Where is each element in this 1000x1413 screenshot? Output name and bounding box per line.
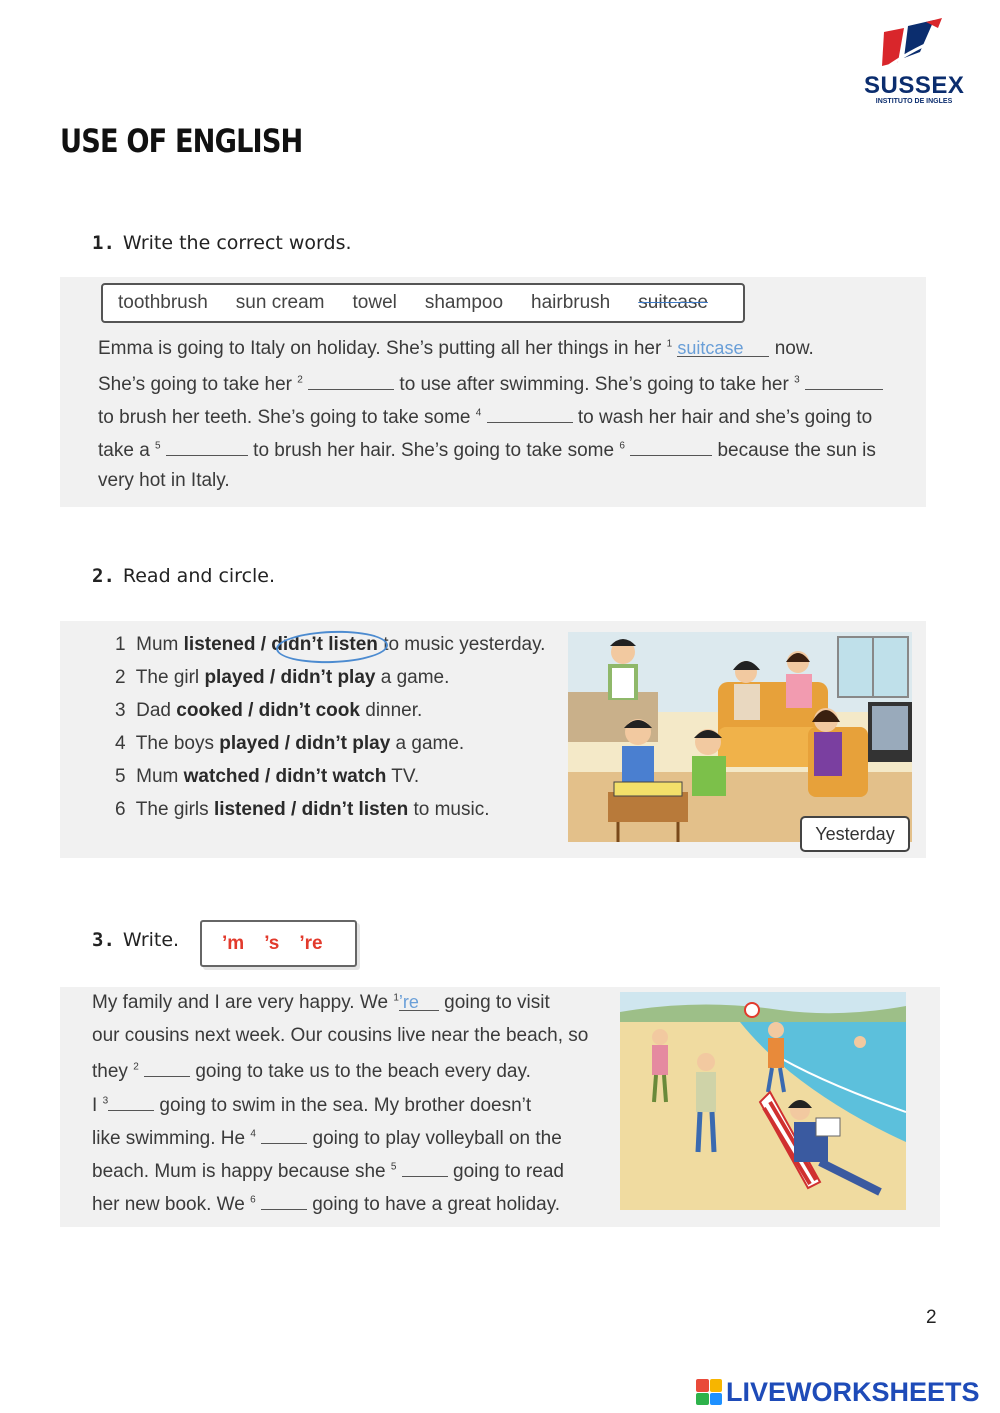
sussex-logo-icon [864,18,964,74]
ex1-answer-1: suitcase [677,338,744,358]
ex1-text: to use after swimming. She’s going to take her [399,374,789,395]
exercise2-instruction: Read and circle. [122,565,276,587]
ex1-text: Emma is going to Italy on holiday. She’s putting all her things in her [98,338,662,359]
ex3-text: going to have a great holiday. [312,1194,561,1215]
exercise2-number: 2. [92,565,115,587]
word-bank-item: toothbrush [118,292,208,313]
ex3-blank-1[interactable] [399,992,439,1011]
ex3-line: My family and I are very happy. We $^1$’re going to visit [92,992,550,1013]
ex2-item [115,799,490,821]
word-bank-item: shampoo [424,292,504,313]
ex2-item-rest: TV. [391,766,420,787]
ex2-item-rest: a game. [380,667,450,688]
word-bank-item: hairbrush [531,292,611,313]
ex3-text: they [92,1061,128,1082]
ex3-text: going to play volleyball on the [312,1128,562,1149]
ex1-text: She’s going to take her [98,374,293,395]
page-title: USE OF ENGLISH [60,122,303,160]
ex3-text: going to read [453,1161,564,1182]
ex2-item-rest: dinner. [365,700,423,721]
ex1-text: take a [98,440,150,461]
ex3-line: beach. Mum is happy because she $^5$ going to read [92,1158,564,1183]
footer-brand: LIVEWORKSHEETS [726,1376,980,1407]
ex1-line: to brush her teeth. She’s going to take some $^4$ to wash her hair and she’s going to [98,404,872,429]
logo-brand: SUSSEX [864,72,965,99]
ex3-text: going to visit [444,992,550,1013]
ex1-text: to brush her hair. She’s going to take some [253,440,615,461]
exercise1-instruction: Write the correct words. [122,232,352,254]
ex3-text: I [92,1095,98,1116]
ex1-line: Emma is going to Italy on holiday. She’s putting all her things in her $^1$ suitcase now. [98,338,814,359]
ex3-text: like swimming. He [92,1128,246,1149]
ex2-item [115,700,422,722]
ex1-text: very hot in Italy. [98,470,230,491]
ex1-line: She’s going to take her $^2$ to use after swimming. She’s going to take her $^3$ [98,371,883,396]
ex1-blank-5[interactable] [166,437,248,456]
ex2-item-options[interactable]: cooked / didn’t cook [176,700,360,721]
ex2-item-subject: The boys [135,733,214,754]
word-bank-item: sun cream [235,292,325,313]
ex2-item-number: 2 [115,667,126,688]
ex2-item-subject: Mum [136,766,179,787]
ex3-blank-5[interactable] [402,1158,448,1177]
ex3-answer-1: ’re [398,992,419,1012]
exercise3-instruction: Write. [122,929,180,951]
ex1-blank-3[interactable] [805,371,883,390]
page-number: 2 [926,1307,937,1328]
ex2-item-rest: a game. [395,733,465,754]
ex2-item-options[interactable]: played / didn’t play [219,733,391,754]
ex2-item-options[interactable]: played / didn’t play [204,667,376,688]
ex1-text: because the sun is [717,440,876,461]
exercise3-number: 3. [92,929,115,951]
ex3-line: I $^3$ going to swim in the sea. My brother doesn’t [92,1092,531,1117]
ex3-blank-6[interactable] [261,1191,307,1210]
picture-label: Yesterday [800,816,910,852]
ex2-item [115,667,449,689]
contraction-option: ’m [222,932,245,954]
ex3-line: like swimming. He $^4$ going to play volleyball on the [92,1125,562,1150]
ex1-blank-4[interactable] [487,404,573,423]
ex2-item-number: 1 [115,634,126,655]
ex2-item-number: 3 [115,700,126,721]
ex2-item-rest: to music. [413,799,490,820]
ex3-text: going to take us to the beach every day. [195,1061,531,1082]
ex1-line [98,470,230,492]
exercise2-heading [92,565,275,587]
ex2-item-number: 6 [115,799,126,820]
ex1-text: now. [774,338,814,359]
logo-subtitle: INSTITUTO DE INGLES [875,98,953,105]
liveworksheets-logo [696,1376,980,1408]
exercise3-heading [92,929,179,951]
ex3-line: they $^2$ going to take us to the beach every day. [92,1058,531,1083]
ex2-item-rest: to music yesterday. [383,634,546,655]
ex1-line: take a $^5$ to brush her hair. She’s going to take some $^6$ because the sun is [98,437,876,462]
word-bank-item-used: suitcase [638,292,708,313]
contraction-options [200,920,357,967]
exercise1-number: 1. [92,232,115,254]
ex3-blank-4[interactable] [261,1125,307,1144]
ex3-blank-3[interactable] [108,1092,154,1111]
contraction-option: ’re [299,932,323,954]
ex3-line: her new book. We $^6$ going to have a great holiday. [92,1191,560,1216]
ex2-item-options[interactable]: listened / didn’t listen [183,634,378,655]
ex2-item-subject: The girl [135,667,200,688]
word-bank-item: towel [352,292,397,313]
contraction-option: ’s [264,932,280,954]
word-bank [101,283,745,323]
ex2-item-options[interactable]: listened / didn’t listen [213,799,409,820]
ex3-text: beach. Mum is happy because she [92,1161,386,1182]
ex1-blank-2[interactable] [308,371,394,390]
liveworksheets-logo-icon [696,1379,722,1405]
ex2-item-number: 5 [115,766,126,787]
ex2-item-options[interactable]: watched / didn’t watch [183,766,387,787]
ex1-text: to wash her hair and she’s going to [577,407,873,428]
living-room-illustration [568,632,912,842]
beach-illustration [620,992,906,1210]
ex3-blank-2[interactable] [144,1058,190,1077]
ex2-item-subject: Dad [136,700,171,721]
ex1-text: to brush her teeth. She’s going to take some [98,407,471,428]
ex3-text: her new book. We [92,1194,245,1215]
ex3-text: our cousins next week. Our cousins live near the beach, so [92,1025,589,1046]
ex1-blank-1[interactable] [677,338,769,357]
ex3-text: going to swim in the sea. My brother doesn’t [159,1095,532,1116]
ex1-blank-6[interactable] [630,437,712,456]
ex3-line [92,1025,588,1047]
exercise1-heading [92,232,352,254]
ex2-item-number: 4 [115,733,126,754]
ex2-item [115,733,464,755]
ex3-text: My family and I are very happy. We [92,992,389,1013]
ex2-item-subject: The girls [135,799,209,820]
ex2-item [115,766,419,788]
sussex-logo [864,18,964,110]
ex2-item-subject: Mum [136,634,179,655]
